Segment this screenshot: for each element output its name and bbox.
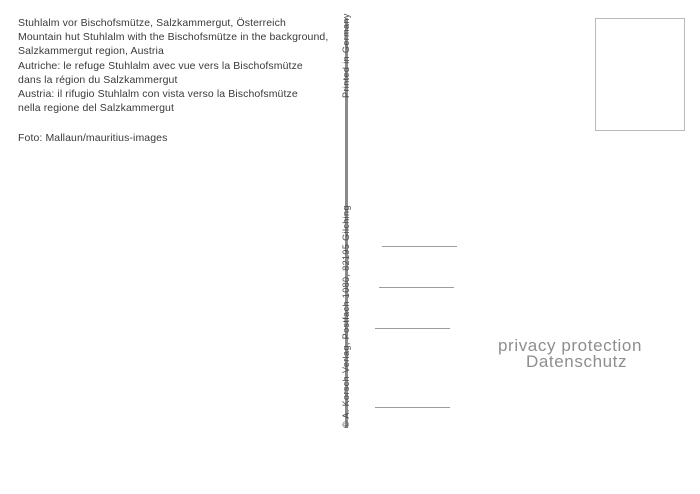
publisher-imprint-text: © A. Korsch Verlag, Postfach 1080, 82195 Gilching (341, 205, 351, 428)
photo-credit: Foto: Mallaun/mauritius-images (18, 132, 168, 145)
caption-line-en-1: Mountain hut Stuhlalm with the Bischofsmütze in the background, (18, 31, 329, 44)
address-line-4 (375, 407, 450, 408)
caption-line-it-2: nella regione del Salzkammergut (18, 102, 175, 115)
address-line-3 (375, 328, 450, 329)
caption-block (18, 16, 329, 146)
address-line-1 (375, 246, 450, 247)
printed-in-germany-text: Printed in Germany (341, 13, 351, 98)
caption-line-de: Stuhlalm vor Bischofsmütze, Salzkammergut, Österreich (18, 17, 286, 29)
address-line-2 (375, 287, 450, 288)
caption-line-fr-1: Autriche: le refuge Stuhlalm avec vue vers la Bischofsmütze (18, 59, 303, 72)
caption-line-en-2: Salzkammergut region, Austria (18, 45, 164, 58)
privacy-protection-label: privacy protection (498, 336, 643, 355)
datenschutz-label: Datenschutz (526, 352, 628, 371)
stamp-box (595, 18, 685, 131)
caption-line-fr-2: dans la région du Salzkammergut (18, 73, 178, 86)
caption-line-it-1: Austria: il rifugio Stuhlalm con vista verso la Bischofsmütze (18, 88, 298, 101)
